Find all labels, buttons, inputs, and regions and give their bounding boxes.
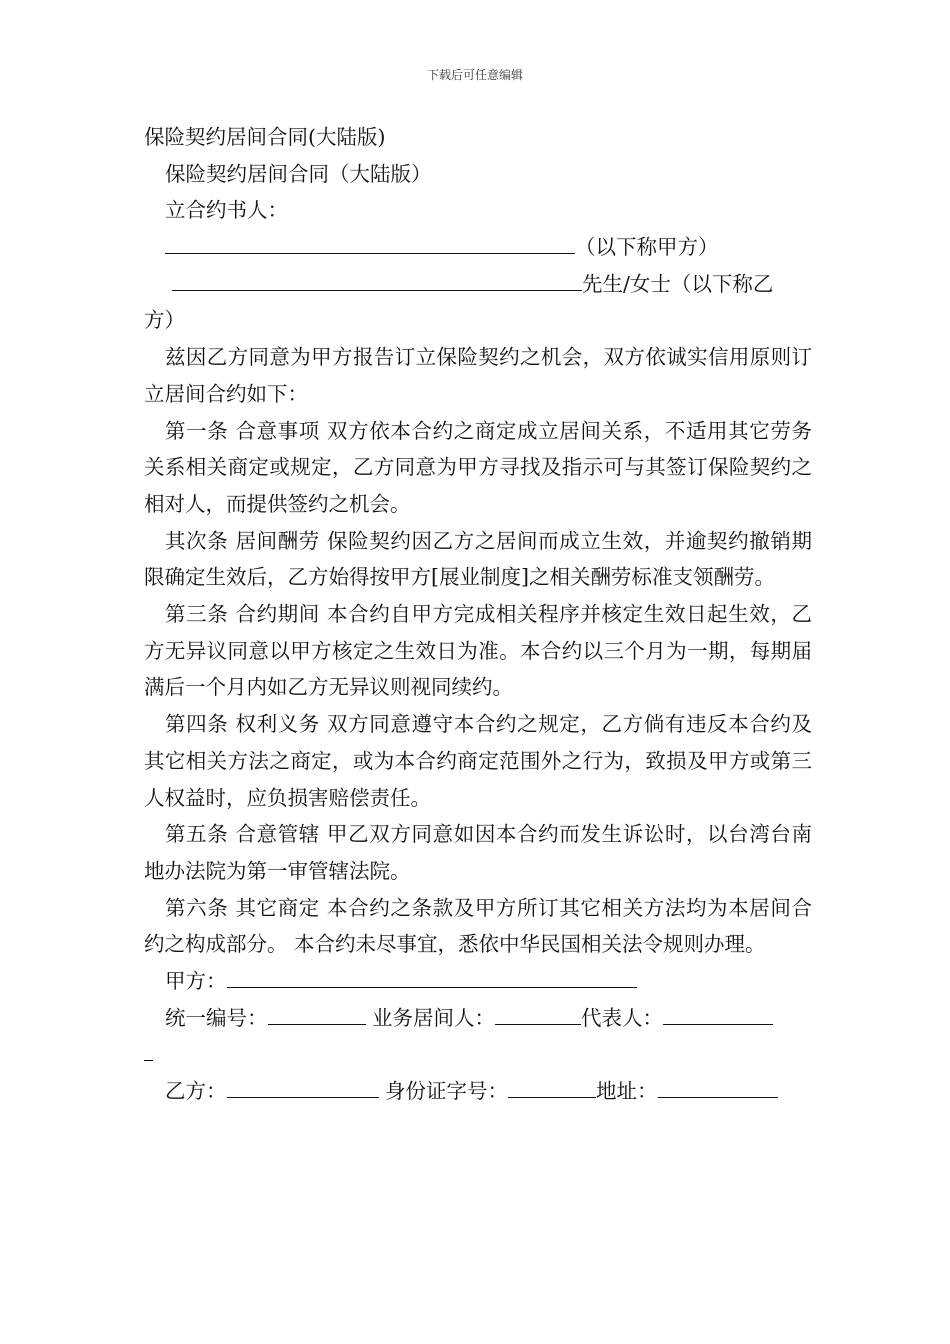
- unified-no-blank[interactable]: [268, 1002, 366, 1025]
- article-3: 第三条 合约期间 本合约自甲方完成相关程序并核定生效日起生效，乙方无异议同意以甲方核定之生效日为准。本合约以三个月为一期，每期届满后一个月内如乙方无异议则视同续约。: [144, 602, 812, 700]
- representative-blank-overflow: [144, 1038, 153, 1061]
- article-1: 第一条 合意事项 双方依本合约之商定成立居间关系，不适用其它劳务关系相关商定或规定，乙方同意为甲方寻找及指示可与其签订保险契约之相对人，而提供签约之机会。: [144, 418, 812, 516]
- party-b-suffix-cont: 方）: [144, 308, 185, 333]
- sign-party-b-line: [144, 1073, 812, 1110]
- sign-party-b-blank[interactable]: [227, 1075, 379, 1098]
- address-label: 地址：: [596, 1079, 658, 1104]
- party-a-suffix: （以下称甲方）: [575, 235, 719, 260]
- representative-blank[interactable]: [663, 1002, 773, 1025]
- address-blank[interactable]: [658, 1075, 778, 1098]
- contract-body: [144, 119, 812, 1110]
- party-b-name-blank[interactable]: [172, 268, 582, 291]
- id-no-label: 身份证字号：: [385, 1079, 509, 1104]
- unified-no-label: 统一编号：: [165, 1005, 268, 1030]
- contract-subtitle: 保险契约居间合同（大陆版）: [165, 161, 432, 186]
- sign-party-a-label: 甲方：: [165, 969, 227, 994]
- article-4: 第四条 权利义务 双方同意遵守本合约之规定，乙方倘有违反本合约及其它相关方法之商定，或为本合约商定范围外之行为，致损及甲方或第三人权益时，应负损害赔偿责任。: [144, 712, 812, 810]
- party-a-line: [144, 229, 812, 266]
- party-a-name-blank[interactable]: [165, 231, 575, 254]
- intro-paragraph: 兹因乙方同意为甲方报告订立保险契约之机会，双方依诚实信用原则订立居间合约如下：: [144, 345, 812, 406]
- agent-label: 业务居间人：: [372, 1005, 496, 1030]
- signatory-label: 立合约书人：: [165, 198, 288, 223]
- agent-blank[interactable]: [495, 1002, 581, 1025]
- page-header: 下载后可任意编辑: [426, 68, 523, 82]
- representative-label: 代表人：: [581, 1005, 664, 1030]
- article-6: 第六条 其它商定 本合约之条款及甲方所订其它相关方法均为本居间合约之构成部分。 本合约未尽事宜，悉依中华民国相关法令规则办理。: [144, 895, 812, 957]
- contract-title: 保险契约居间合同(大陆版): [144, 125, 386, 149]
- party-b-suffix: 先生/女士（以下称乙: [582, 271, 774, 296]
- sign-party-b-label: 乙方：: [165, 1079, 227, 1104]
- sign-info-overflow: [144, 1036, 812, 1073]
- article-2: 其次条 居间酬劳 保险契约因乙方之居间而成立生效，并逾契约撤销期限确定生效后，乙方始得按甲方[展业制度]之相关酬劳标准支领酬劳。: [144, 528, 812, 590]
- sign-party-a-blank[interactable]: [227, 965, 637, 988]
- party-b-line: [144, 266, 812, 303]
- sign-info-line: [144, 1000, 812, 1037]
- article-5: 第五条 合意管辖 甲乙双方同意如因本合约而发生诉讼时，以台湾台南地办法院为第一审管辖法院。: [144, 822, 812, 883]
- id-no-blank[interactable]: [508, 1075, 596, 1098]
- sign-party-a-line: [144, 963, 812, 1000]
